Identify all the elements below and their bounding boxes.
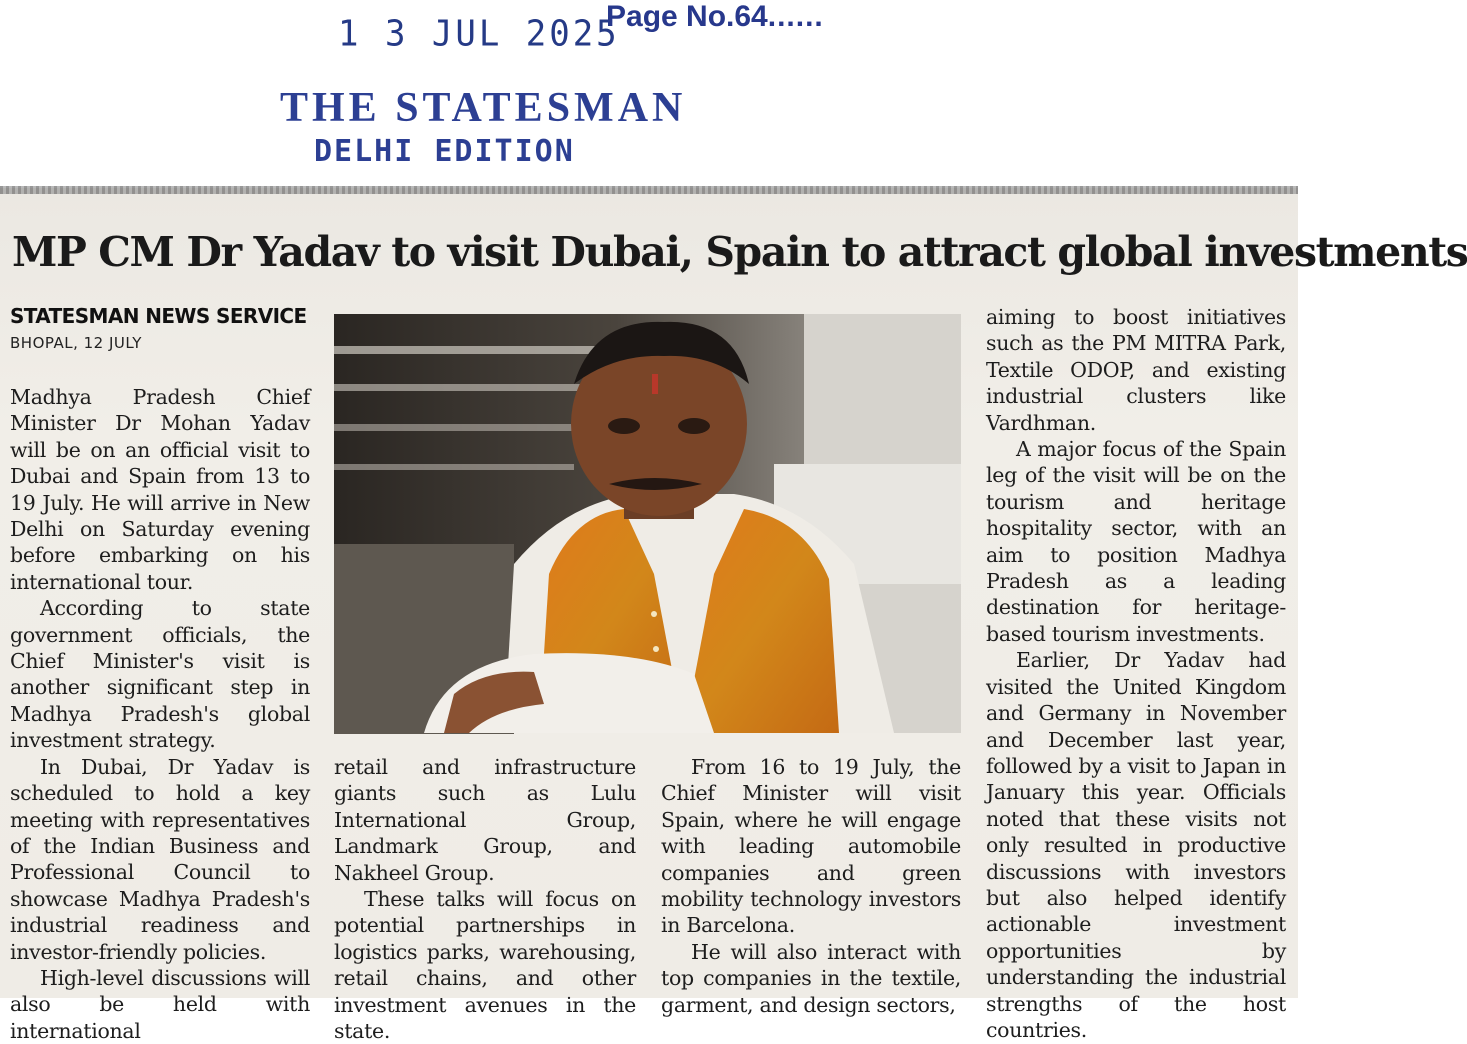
page-label: Page No.	[606, 0, 735, 33]
paragraph: retail and infrastructure giants such as Lulu International Group, Landmark Group, and Nakheel Group.	[334, 755, 636, 885]
paragraph: In Dubai, Dr Yadav is scheduled to hold a key meeting with representatives of the Indian Business and Professional Council to showcase Madhya Pradesh's industrial readiness and investor-friendly policies.	[10, 754, 310, 964]
paragraph: He will also interact with top companies in the textile, garment, and design sectors,	[661, 939, 961, 1017]
paragraph: High-level discussions will also be held with international	[10, 965, 310, 1043]
date-stamp: 1 3 JUL 2025	[338, 13, 620, 55]
page-number: 64	[734, 0, 768, 33]
stamp-area	[0, 0, 1298, 188]
paragraph: According to state government officials, the Chief Minister's visit is another significant step in Madhya Pradesh's global investment strategy.	[10, 596, 310, 753]
article-headline: MP CM Dr Yadav to visit Dubai, Spain to attract global investments	[12, 228, 1467, 276]
paragraph: A major focus of the Spain leg of the visit will be on the tourism and heritage hospitality sector, with an aim to position Madhya Pradesh as a leading destination for heritage-based tourism investments.	[986, 437, 1286, 646]
article-column-4	[986, 304, 1286, 1043]
article-column-2	[334, 754, 636, 1044]
article-column-3	[661, 754, 961, 1018]
publication-stamp: THE STATESMAN	[280, 85, 687, 131]
article-column-1	[10, 384, 310, 1044]
article-photo	[334, 314, 961, 733]
paragraph: These talks will focus on potential partnerships in logistics parks, warehousing, retail chains, and other investment avenues in the state.	[334, 887, 636, 1044]
photo-illustration	[334, 314, 961, 733]
paragraph: aiming to boost initiatives such as the PM MITRA Park, Textile ODOP, and existing industrial clusters like Vardhman.	[986, 305, 1286, 435]
page-dots: ......	[767, 0, 824, 33]
paragraph: Earlier, Dr Yadav had visited the United Kingdom and Germany in November and December last year, followed by a visit to Japan in January this year. Officials noted that these visits not only resulted in productive discussions with investors but also helped identify actionable investment opportunities by understanding the industrial strengths of the host countries.	[986, 648, 1286, 1042]
edition-stamp: DELHI EDITION	[314, 134, 575, 169]
clipping-torn-edge	[0, 186, 1298, 194]
article-dateline: BHOPAL, 12 JULY	[10, 334, 142, 352]
page-number-stamp	[606, 0, 824, 34]
paragraph: Madhya Pradesh Chief Minister Dr Mohan Yadav will be on an official visit to Dubai and Spain from 13 to 19 July. He will arrive in New Delhi on Saturday evening before embarking on his international tour.	[10, 385, 310, 594]
paragraph: From 16 to 19 July, the Chief Minister will visit Spain, where he will engage with leading automobile companies and green mobility technology investors in Barcelona.	[661, 755, 961, 938]
article-byline: STATESMAN NEWS SERVICE	[10, 304, 307, 328]
